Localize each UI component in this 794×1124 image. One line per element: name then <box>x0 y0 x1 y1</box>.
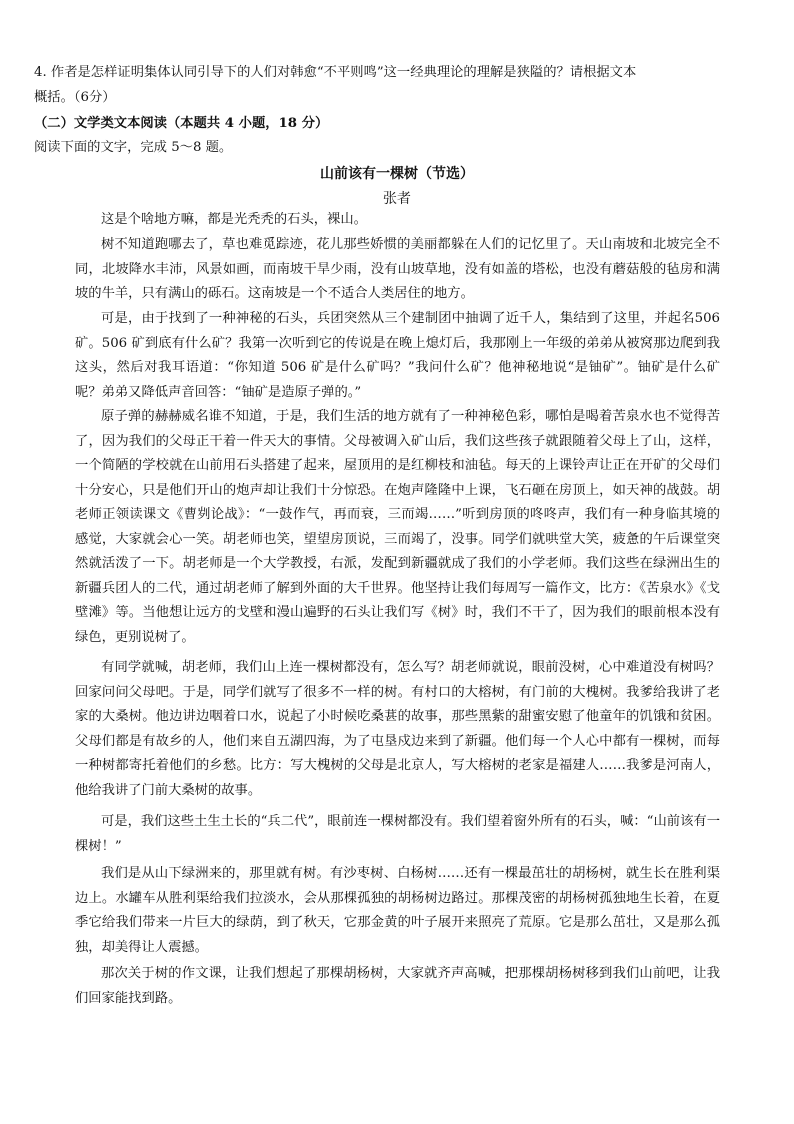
paragraph-1: 这是个啥地方嘛，都是光秃秃的石头，裸山。 <box>101 212 367 227</box>
section-instruction: 阅读下面的文字，完成 5～8 题。 <box>34 140 233 155</box>
article-author: 张者 <box>383 191 411 207</box>
paragraph-3: 可是，由于找到了一种神秘的石头，兵团突然从三个建制团中抽调了近千人，集结到了这里，并起名506 矿。506 矿到底有什么矿？我第一次听到它的传说是在晚上熄灯后，我那刚上一年级的弟弟从被窝那边爬到我这头，然后对我耳语道：“你知道 506 矿是什么矿吗？”我问什么矿？他神秘地说“是铀矿”。铀矿是什么矿呢？弟弟又降低声音回答：“铀矿是造原子弹的。” <box>75 311 720 400</box>
paragraph-7: 我们是从山下绿洲来的，那里就有树。有沙枣树、白杨树……还有一棵最茁壮的胡杨树，就生长在胜利渠边上。水罐车从胜利渠给我们拉淡水，会从那棵孤独的胡杨树边路过。那棵茂密的胡杨树孤独地生长着，在夏季它给我们带来一片巨大的绿荫，到了秋天，它那金黄的叶子展开来照亮了荒原。它是那么茁壮，又是那么孤独，却美得让人震撼。 <box>75 866 720 955</box>
paragraph-2: 树不知道跑哪去了，草也难觅踪迹，花儿那些娇惯的美丽都躲在人们的记忆里了。天山南坡和北坡完全不同，北坡降水丰沛，风景如画，而南坡干旱少雨，没有山坡草地，没有如盖的塔松，也没有蘑菇般的毡房和满坡的牛羊，只有满山的砾石。这南坡是一个不适合人类居住的地方。 <box>75 237 720 301</box>
section-heading: （二）文学类文本阅读（本题共 4 小题，18 分） <box>34 116 329 131</box>
question-4-line-2: 概括。（6分） <box>34 90 116 105</box>
paragraph-8: 那次关于树的作文课，让我们想起了那棵胡杨树，大家就齐声高喊，把那棵胡杨树移到我们山前吧，让我们回家能找到路。 <box>75 966 720 1006</box>
paragraph-5: 有同学就喊，胡老师，我们山上连一棵树都没有，怎么写？胡老师就说，眼前没树，心中难道没有树吗？回家问问父母吧。于是，同学们就写了很多不一样的树。有村口的大榕树，有门前的大槐树。我爹给我讲了老家的大桑树。他边讲边咽着口水，说起了小时候吃桑葚的故事，那些黑紫的甜蜜安慰了他童年的饥饿和贫困。父母们都是有故乡的人，他们来自五湖四海，为了屯垦戍边来到了新疆。他们每一个人心中都有一棵树，而每一种树都寄托着他们的乡愁。比方：写大槐树的父母是北京人，写大榕树的老家是福建人……我爹是河南人，他给我讲了门前大桑树的故事。 <box>75 660 720 798</box>
article-title: 山前该有一棵树（节选） <box>320 166 474 182</box>
paragraph-6: 可是，我们这些土生土长的“兵二代”，眼前连一棵树都没有。我们望着窗外所有的石头，喊：“山前该有一棵树！” <box>75 814 720 854</box>
question-4-line-1: 4. 作者是怎样证明集体认同引导下的人们对韩愈“不平则鸣”这一经典理论的理解是狭隘的？请根据文本 <box>34 65 637 80</box>
paragraph-4: 原子弹的赫赫威名谁不知道，于是，我们生活的地方就有了一种神秘色彩，哪怕是喝着苦泉水也不觉得苦了，因为我们的父母正干着一件天大的事情。父母被调入矿山后，我们这些孩子就跟随着父母上了山，这样，一个简陋的学校就在山前用石头搭建了起来，屋顶用的是红柳枝和油毡。每天的上课铃声让正在开矿的父母们十分安心，只是他们开山的炮声却让我们十分惊恐。在炮声隆隆中上课，飞石砸在房顶上，如天神的战鼓。胡老师正领读课文《曹刿论战》：“一鼓作气，再而衰，三而竭……”听到房顶的咚咚声，我们有一种身临其境的感觉，大家就会心一笑。胡老师也笑，望望房顶说，三而竭了，没事。同学们就哄堂大笑，疲惫的午后课堂突然就活泼了一下。胡老师是一个大学教授，右派，发配到新疆就成了我们的小学老师。我们这些在绿洲出生的新疆兵团人的二代，通过胡老师了解到外面的大千世界。他坚持让我们每周写一篇作文，比方：《苦泉水》《戈壁滩》等。当他想让远方的戈壁和漫山遍野的石头让我们写《树》时，我们不干了，因为我们的眼前根本没有绿色，更别说树了。 <box>75 409 720 645</box>
